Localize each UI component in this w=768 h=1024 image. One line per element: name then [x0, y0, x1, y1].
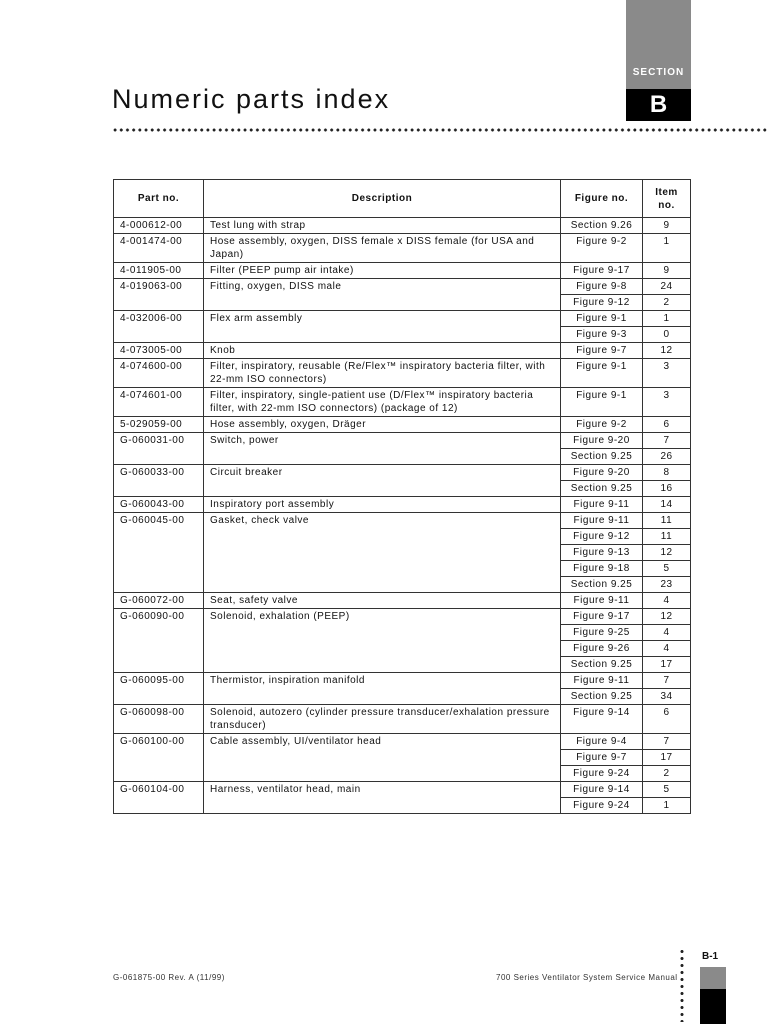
part-number-cell: 4-011905-00: [114, 263, 204, 279]
description-cell: Switch, power: [204, 433, 561, 465]
item-number-cell: 23: [643, 577, 691, 593]
table-row: [114, 311, 691, 327]
figure-number-cell: Figure 9-11: [561, 513, 643, 529]
figure-number-cell: Figure 9-14: [561, 705, 643, 734]
item-number-cell: 24: [643, 279, 691, 295]
section-label: SECTION: [632, 67, 685, 78]
item-number-cell: 9: [643, 218, 691, 234]
figure-number-cell: Figure 9-24: [561, 798, 643, 814]
section-letter: B: [626, 89, 691, 121]
figure-number-cell: Figure 9-1: [561, 388, 643, 417]
part-number-cell: G-060095-00: [114, 673, 204, 705]
description-cell: Hose assembly, oxygen, Dräger: [204, 417, 561, 433]
description-cell: Solenoid, autozero (cylinder pressure transducer/exhalation pressure transducer): [204, 705, 561, 734]
description-cell: Knob: [204, 343, 561, 359]
item-number-cell: 5: [643, 561, 691, 577]
parts-table: [113, 179, 691, 814]
figure-number-cell: Figure 9-17: [561, 263, 643, 279]
description-cell: Cable assembly, UI/ventilator head: [204, 734, 561, 782]
figure-number-cell: Section 9.26: [561, 218, 643, 234]
table-row: [114, 359, 691, 388]
description-cell: Test lung with strap: [204, 218, 561, 234]
item-number-cell: 1: [643, 234, 691, 263]
item-number-cell: 11: [643, 513, 691, 529]
part-number-cell: 4-001474-00: [114, 234, 204, 263]
figure-number-cell: Figure 9-3: [561, 327, 643, 343]
item-number-cell: 4: [643, 593, 691, 609]
figure-number-cell: Figure 9-17: [561, 609, 643, 625]
header-figure-no: Figure no.: [561, 180, 643, 218]
title-dotted-rule: [112, 126, 768, 134]
figure-number-cell: Figure 9-7: [561, 750, 643, 766]
table-row: [114, 417, 691, 433]
figure-number-cell: Figure 9-1: [561, 359, 643, 388]
table-row: [114, 433, 691, 449]
figure-number-cell: Figure 9-7: [561, 343, 643, 359]
figure-number-cell: Figure 9-4: [561, 734, 643, 750]
description-cell: Filter, inspiratory, reusable (Re/Flex™ inspiratory bacteria filter, with 22-mm ISO connectors): [204, 359, 561, 388]
item-number-cell: 12: [643, 609, 691, 625]
header-description: Description: [204, 180, 561, 218]
table-row: [114, 234, 691, 263]
item-number-cell: 3: [643, 388, 691, 417]
part-number-cell: 5-029059-00: [114, 417, 204, 433]
description-cell: Hose assembly, oxygen, DISS female x DISS female (for USA and Japan): [204, 234, 561, 263]
figure-number-cell: Figure 9-11: [561, 673, 643, 689]
table-row: [114, 734, 691, 750]
figure-number-cell: Figure 9-11: [561, 497, 643, 513]
item-number-cell: 7: [643, 734, 691, 750]
item-number-cell: 4: [643, 625, 691, 641]
figure-number-cell: Figure 9-20: [561, 433, 643, 449]
item-number-cell: 12: [643, 343, 691, 359]
part-number-cell: 4-074601-00: [114, 388, 204, 417]
item-number-cell: 6: [643, 705, 691, 734]
footer-dotted-rule: [679, 948, 685, 1022]
table-row: [114, 609, 691, 625]
figure-number-cell: Figure 9-12: [561, 295, 643, 311]
description-cell: Fitting, oxygen, DISS male: [204, 279, 561, 311]
item-number-cell: 5: [643, 782, 691, 798]
description-cell: Filter, inspiratory, single-patient use (D/Flex™ inspiratory bacteria filter, with 22-mm ISO connectors) (package of 12): [204, 388, 561, 417]
table-row: [114, 279, 691, 295]
item-number-cell: 12: [643, 545, 691, 561]
item-number-cell: 7: [643, 433, 691, 449]
figure-number-cell: Figure 9-20: [561, 465, 643, 481]
item-number-cell: 14: [643, 497, 691, 513]
item-number-cell: 0: [643, 327, 691, 343]
figure-number-cell: Figure 9-2: [561, 234, 643, 263]
description-cell: Filter (PEEP pump air intake): [204, 263, 561, 279]
figure-number-cell: Section 9.25: [561, 689, 643, 705]
item-number-cell: 1: [643, 798, 691, 814]
page-number: B-1: [702, 951, 719, 962]
item-number-cell: 9: [643, 263, 691, 279]
description-cell: Harness, ventilator head, main: [204, 782, 561, 814]
item-number-cell: 2: [643, 295, 691, 311]
part-number-cell: G-060090-00: [114, 609, 204, 673]
figure-number-cell: Figure 9-25: [561, 625, 643, 641]
footer-gray-block: [700, 967, 726, 989]
header-item-no: Item no.: [643, 180, 691, 218]
description-cell: Circuit breaker: [204, 465, 561, 497]
part-number-cell: 4-074600-00: [114, 359, 204, 388]
parts-table-body: [114, 218, 691, 814]
footer-black-block: [700, 989, 726, 1024]
figure-number-cell: Figure 9-2: [561, 417, 643, 433]
figure-number-cell: Section 9.25: [561, 481, 643, 497]
figure-number-cell: Figure 9-14: [561, 782, 643, 798]
description-cell: Flex arm assembly: [204, 311, 561, 343]
table-row: [114, 263, 691, 279]
item-number-cell: 7: [643, 673, 691, 689]
table-row: [114, 343, 691, 359]
footer-manual-title: 700 Series Ventilator System Service Manual: [496, 973, 678, 982]
figure-number-cell: Figure 9-8: [561, 279, 643, 295]
item-number-cell: 17: [643, 750, 691, 766]
part-number-cell: G-060104-00: [114, 782, 204, 814]
header-part-no: Part no.: [114, 180, 204, 218]
item-number-cell: 11: [643, 529, 691, 545]
figure-number-cell: Section 9.25: [561, 657, 643, 673]
part-number-cell: G-060072-00: [114, 593, 204, 609]
page-title: Numeric parts index: [112, 84, 391, 114]
figure-number-cell: Figure 9-18: [561, 561, 643, 577]
figure-number-cell: Section 9.25: [561, 577, 643, 593]
figure-number-cell: Figure 9-12: [561, 529, 643, 545]
table-row: [114, 497, 691, 513]
description-cell: Thermistor, inspiration manifold: [204, 673, 561, 705]
figure-number-cell: Figure 9-1: [561, 311, 643, 327]
item-number-cell: 6: [643, 417, 691, 433]
figure-number-cell: Figure 9-11: [561, 593, 643, 609]
table-row: [114, 513, 691, 529]
item-number-cell: 1: [643, 311, 691, 327]
item-number-cell: 2: [643, 766, 691, 782]
part-number-cell: 4-073005-00: [114, 343, 204, 359]
table-row: [114, 218, 691, 234]
item-number-cell: 8: [643, 465, 691, 481]
part-number-cell: G-060043-00: [114, 497, 204, 513]
table-row: [114, 782, 691, 798]
part-number-cell: 4-000612-00: [114, 218, 204, 234]
description-cell: Seat, safety valve: [204, 593, 561, 609]
figure-number-cell: Figure 9-24: [561, 766, 643, 782]
part-number-cell: 4-032006-00: [114, 311, 204, 343]
table-row: [114, 465, 691, 481]
table-row: [114, 388, 691, 417]
item-number-cell: 4: [643, 641, 691, 657]
description-cell: Solenoid, exhalation (PEEP): [204, 609, 561, 673]
item-number-cell: 3: [643, 359, 691, 388]
item-number-cell: 17: [643, 657, 691, 673]
part-number-cell: G-060098-00: [114, 705, 204, 734]
part-number-cell: G-060031-00: [114, 433, 204, 465]
figure-number-cell: Figure 9-13: [561, 545, 643, 561]
table-header-row: [114, 180, 691, 218]
part-number-cell: 4-019063-00: [114, 279, 204, 311]
part-number-cell: G-060033-00: [114, 465, 204, 497]
table-row: [114, 593, 691, 609]
footer-doc-number: G-061875-00 Rev. A (11/99): [113, 973, 225, 982]
description-cell: Inspiratory port assembly: [204, 497, 561, 513]
item-number-cell: 26: [643, 449, 691, 465]
figure-number-cell: Section 9.25: [561, 449, 643, 465]
description-cell: Gasket, check valve: [204, 513, 561, 593]
item-number-cell: 34: [643, 689, 691, 705]
table-row: [114, 673, 691, 689]
part-number-cell: G-060100-00: [114, 734, 204, 782]
table-row: [114, 705, 691, 734]
figure-number-cell: Figure 9-26: [561, 641, 643, 657]
item-number-cell: 16: [643, 481, 691, 497]
part-number-cell: G-060045-00: [114, 513, 204, 593]
